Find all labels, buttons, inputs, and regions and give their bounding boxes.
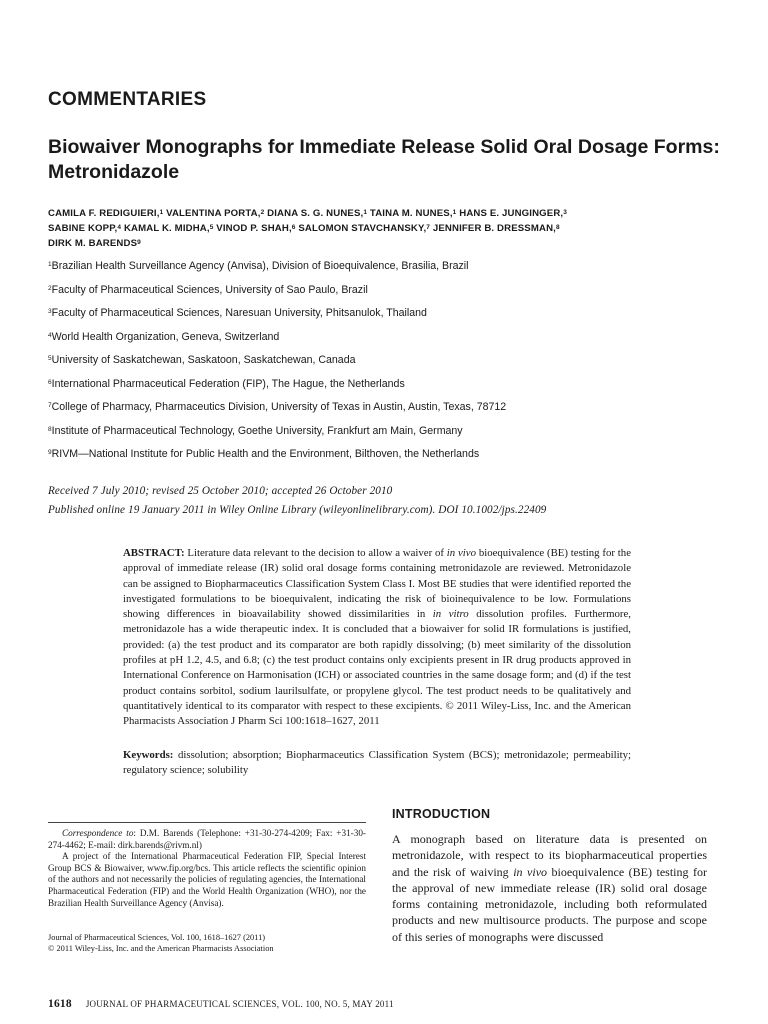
author-name	[48, 223, 121, 234]
affiliation-text: RIVM—National Institute for Public Health and the Environment, Bilthoven, the Netherlands	[51, 448, 480, 460]
article-title: Biowaiver Monographs for Immediate Release Solid Oral Dosage Forms: Metronidazole	[48, 136, 720, 183]
author-affiliation-marker: 1	[363, 209, 368, 216]
author-list	[48, 206, 738, 251]
author-name-text: HANS E. JUNGINGER,	[459, 208, 564, 219]
received-dates: Received 7 July 2010; revised 25 October 2010; accepted 26 October 2010	[48, 485, 393, 497]
author-affiliation-marker: 6	[291, 224, 296, 231]
author-affiliation-marker: 1	[159, 209, 164, 216]
intro-text-1: A monograph based on literature data is presented on metronidazole, with respect to its biopharmaceutical properties and the risk of waiving	[392, 832, 707, 879]
copyright-line: © 2011 Wiley-Liss, Inc. and the American Pharmacists Association	[48, 944, 274, 954]
abstract-label: ABSTRACT:	[123, 547, 185, 559]
affiliation-item	[48, 305, 738, 329]
author-affiliation-marker: 2	[260, 209, 265, 216]
affiliation-item	[48, 399, 738, 423]
page-footer	[48, 998, 738, 1010]
author-name-text: VALENTINA PORTA,	[166, 208, 261, 219]
abstract-text-2: bioequivalence (BE) testing for the approval of immediate release (IR) solid oral dosage forms containing metronidazole are reviewed. Metronidazole can be assigned to Biopharmaceutics Classification System Class I. Most BE studies that were identified reported the investigated formulations to be bioequivalent, indicating the risk of bioinequivalence to be low. Formulations showing differences in bioavailability showed dissimilarities in	[123, 547, 631, 621]
affiliation-item	[48, 282, 738, 306]
author-name	[166, 208, 264, 219]
publication-dates	[48, 482, 738, 520]
abstract-emphasis-1: in vivo	[446, 547, 476, 559]
author-name	[433, 223, 560, 234]
project-note: A project of the International Pharmaceutical Federation FIP, Special Interest Group BCS & Biowaiver, www.fip.org/bcs. This article reflects the scientific opinion of the authors and not necessarily the policies of regulating agencies, the International Pharmaceutical Federation (FIP) and the World Health Organization (WHO), nor the Brazilian Health Surveillance Agency (Anvisa).	[48, 851, 366, 908]
author-name-text: TAINA M. NUNES,	[369, 208, 453, 219]
intro-text-2: bioequivalence (BE) testing for the approval of new immediate release (IR) solid oral dosage forms containing metronidazole, including both reformulated products and new multisource products. The purpose and scope of this series of monographs were discussed	[392, 864, 707, 944]
affiliation-text: College of Pharmacy, Pharmaceutics Division, University of Texas in Austin, Austin, Texas, 78712	[51, 401, 507, 413]
affiliation-item	[48, 329, 738, 353]
correspondence-label: Correspondence to	[62, 828, 134, 838]
author-name	[370, 208, 457, 219]
published-online: Published online 19 January 2011 in Wiley Online Library (wileyonlinelibrary.com). DOI 10.1002/jps.22409	[48, 504, 547, 516]
keywords	[123, 748, 631, 779]
keywords-text: dissolution; absorption; Biopharmaceutics Classification System (BCS); metronidazole; permeability; regulatory science; solubility	[123, 749, 631, 777]
affiliation-list	[48, 258, 738, 470]
author-affiliation-marker: 5	[209, 224, 214, 231]
author-name	[48, 208, 163, 219]
affiliation-text: Brazilian Health Surveillance Agency (Anvisa), Division of Bioequivalence, Brasilia, Brazil	[51, 260, 469, 272]
author-affiliation-marker: 1	[452, 209, 457, 216]
author-affiliation-marker: 7	[426, 224, 431, 231]
affiliation-number: 8	[48, 425, 52, 433]
affiliation-number: 6	[48, 378, 52, 386]
journal-reference	[48, 932, 366, 954]
abstract-text-1: Literature data relevant to the decision to allow a waiver of	[184, 547, 447, 559]
correspondence-footnote	[48, 828, 366, 909]
author-name	[124, 223, 214, 234]
author-name-text: JENNIFER B. DRESSMAN,	[432, 223, 556, 234]
author-name-text: DIRK M. BARENDS	[48, 238, 138, 249]
affiliation-number: 3	[48, 308, 52, 315]
affiliation-item	[48, 446, 738, 470]
affiliation-number: 4	[48, 331, 52, 339]
affiliation-item	[48, 258, 738, 282]
abstract	[123, 546, 631, 730]
author-affiliation-marker: 4	[117, 224, 122, 231]
abstract-emphasis-2: in vitro	[432, 608, 469, 621]
affiliation-item	[48, 423, 738, 447]
author-name	[459, 208, 567, 219]
author-name-text: DIANA S. G. NUNES,	[267, 208, 364, 219]
author-name-text: SABINE KOPP,	[48, 223, 118, 234]
affiliation-text: International Pharmaceutical Federation (FIP), The Hague, the Netherlands	[51, 377, 405, 390]
author-name-text: VINOD P. SHAH,	[216, 223, 292, 234]
author-name	[48, 238, 141, 249]
affiliation-number: 9	[48, 449, 52, 456]
section-label: COMMENTARIES	[48, 89, 207, 110]
correspondence	[48, 828, 366, 851]
author-affiliation-marker: 3	[563, 209, 567, 216]
keywords-label: Keywords:	[123, 749, 174, 761]
introduction-heading: INTRODUCTION	[392, 807, 491, 821]
author-name	[298, 223, 430, 234]
author-name-text: CAMILA F. REDIGUIERI,	[48, 208, 160, 219]
affiliation-item	[48, 376, 738, 400]
page-number: 1618	[48, 998, 72, 1010]
journal-running-footer: JOURNAL OF PHARMACEUTICAL SCIENCES, VOL. 100, NO. 5, MAY 2011	[85, 999, 394, 1009]
introduction-text	[392, 831, 707, 945]
journal-citation: Journal of Pharmaceutical Sciences, Vol. 100, 1618–1627 (2011)	[48, 933, 266, 942]
affiliation-text: Faculty of Pharmaceutical Sciences, Naresuan University, Phitsanulok, Thailand	[51, 307, 427, 319]
correspondence-text: : D.M. Barends (Telephone: +31-30-274-4209; Fax: +31-30-274-4462; E-mail: dirk.barends@rivm.nl)	[48, 828, 366, 850]
author-affiliation-marker: 9	[137, 239, 141, 246]
author-name-text: SALOMON STAVCHANSKY,	[298, 223, 427, 234]
affiliation-text: World Health Organization, Geneva, Switzerland	[51, 330, 280, 343]
affiliation-number: 7	[48, 402, 52, 409]
affiliation-text: Faculty of Pharmaceutical Sciences, University of Sao Paulo, Brazil	[51, 283, 368, 296]
affiliation-text: University of Saskatchewan, Saskatoon, Saskatchewan, Canada	[51, 354, 356, 366]
author-name-text: KAMAL K. MIDHA,	[123, 223, 210, 234]
author-name	[267, 208, 367, 219]
affiliation-item	[48, 352, 738, 376]
affiliation-text: Institute of Pharmaceutical Technology, Goethe University, Frankfurt am Main, Germany	[51, 424, 463, 437]
affiliation-number: 2	[48, 284, 52, 292]
footnote-divider	[48, 822, 366, 823]
affiliation-number: 5	[48, 355, 52, 362]
author-affiliation-marker: 8	[555, 224, 560, 231]
affiliation-number: 1	[48, 261, 52, 268]
intro-emphasis-1: in vivo	[513, 864, 548, 879]
author-name	[216, 223, 295, 234]
abstract-text-3: dissolution profiles. Furthermore, metronidazole has a wide therapeutic index. It is concluded that a biowaiver for solid IR formulations is justified, provided: (a) the test product and its comparator are both rapidly dissolving; (b) meet similarity of the dissolution profiles at pH 1.2, 4.5, and 6.8; (c) the test product contains only excipients present in IR drug products approved in International Conference on Harmonisation (ICH) or associated countries in the same dosage form; and (d) if the test product contains sorbitol, sodium laurilsulfate, or propylene glycol. The test product needs to be qualitatively and quantitatively identical to its comparator with respect to these excipients. © 2011 Wiley-Liss, Inc. and the American Pharmacists Association J Pharm Sci 100:1618–1627, 2011	[123, 608, 632, 728]
